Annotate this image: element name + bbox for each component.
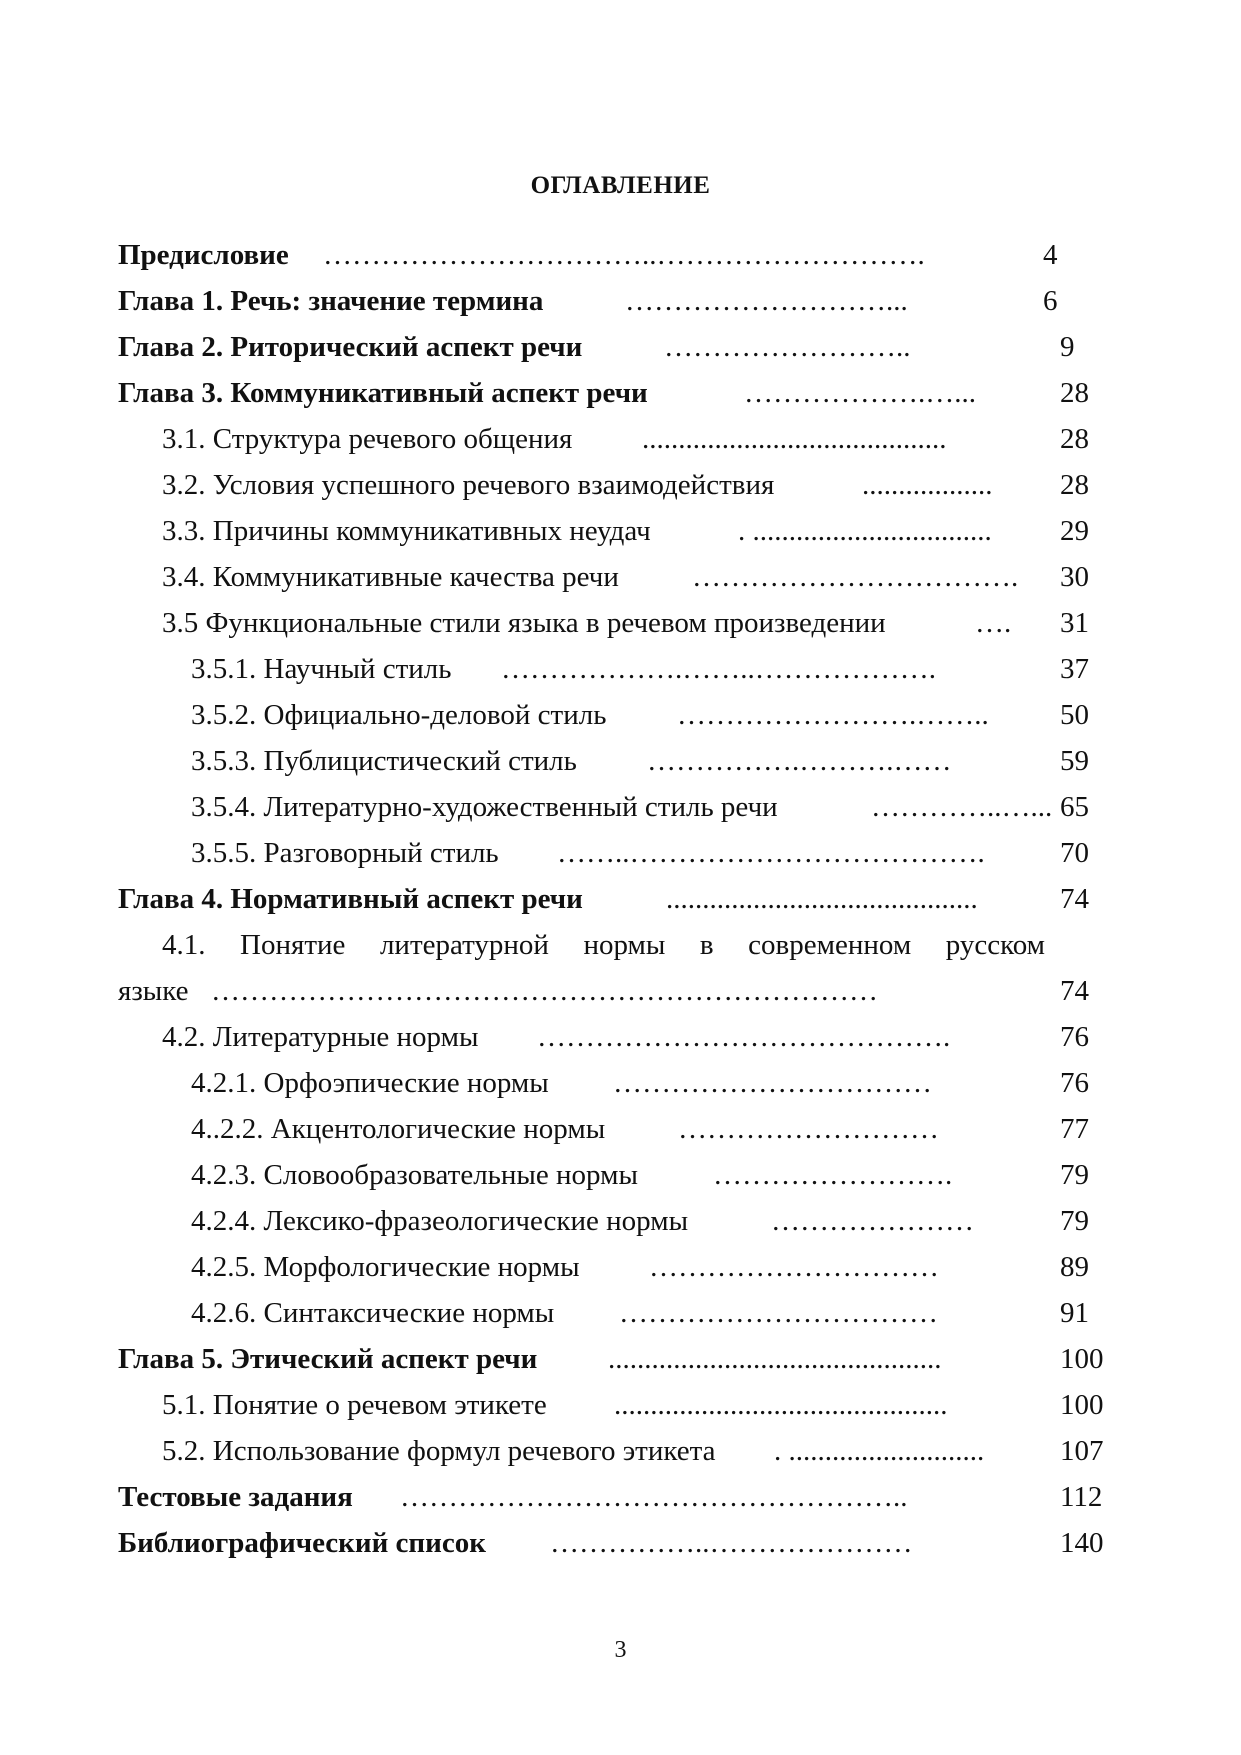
toc-entry-label: 3.3. Причины коммуникативных неудач (162, 515, 651, 547)
toc-entry-label: языке (118, 975, 189, 1007)
toc-leader: ……………………… (678, 1113, 939, 1145)
toc-leader: . ................................. (738, 515, 992, 547)
toc-entry-label: 3.5.4. Литературно-художественный стиль речи (191, 791, 778, 823)
toc-page-number: 100 (1060, 1389, 1104, 1421)
toc-entry-label: 3.5 Функциональные стили языка в речевом произведении (162, 607, 886, 639)
toc-entry-label: 4.1. Понятие литературной нормы в современном русском (162, 929, 1045, 961)
toc-entry-label: Глава 4. Нормативный аспект речи (118, 883, 583, 915)
toc-entry-label: 3.1. Структура речевого общения (162, 423, 573, 455)
toc-entry-label: 3.5.2. Официально-деловой стиль (191, 699, 607, 731)
toc-leader: ……………………………………. (537, 1021, 951, 1053)
toc-page-number: 31 (1060, 607, 1089, 639)
toc-leader: ……..………………………………. (557, 837, 985, 869)
toc-page-number: 79 (1060, 1205, 1089, 1237)
toc-leader: ……………….……..………………. (501, 653, 936, 685)
toc-entry-label: Глава 5. Этический аспект речи (118, 1343, 538, 1375)
toc-leader: ………………… (771, 1205, 974, 1237)
toc-entry-label: 4.2. Литературные нормы (162, 1021, 479, 1053)
toc-leader: …………………………………………….. (400, 1481, 908, 1513)
toc-leader: ……………………………. (692, 561, 1019, 593)
toc-page-number: 4 (1043, 239, 1058, 271)
toc-page-number: 89 (1060, 1251, 1089, 1283)
toc-entry-label: 4..2.2. Акцентологические нормы (191, 1113, 606, 1145)
toc-leader: .................. (862, 469, 993, 501)
toc-page-number: 65 (1060, 791, 1089, 823)
toc-leader: …………………………… (613, 1067, 932, 1099)
toc-leader: . ........................... (774, 1435, 985, 1467)
toc-leader: ………………………… (649, 1251, 939, 1283)
toc-entry-label: 3.2. Условия успешного речевого взаимодействия (162, 469, 775, 501)
toc-entry-label: Глава 3. Коммуникативный аспект речи (118, 377, 648, 409)
toc-leader: …………….……….…… (647, 745, 952, 777)
toc-entry-label: 3.4. Коммуникативные качества речи (162, 561, 619, 593)
toc-entry-label: 5.1. Понятие о речевом этикете (162, 1389, 547, 1421)
toc-entry-label: 4.2.3. Словообразовательные нормы (191, 1159, 638, 1191)
toc-page-number: 59 (1060, 745, 1089, 777)
toc-page-number: 76 (1060, 1067, 1089, 1099)
toc-entry-label: Предисловие (118, 239, 289, 271)
toc-page-number: 70 (1060, 837, 1089, 869)
toc-leader: .......................................... (642, 423, 947, 455)
toc-leader: …………..…... (871, 791, 1053, 823)
toc-page-number: 79 (1060, 1159, 1089, 1191)
toc-entry-label: 4.2.5. Морфологические нормы (191, 1251, 580, 1283)
toc-page-number: 37 (1060, 653, 1089, 685)
toc-page-number: 77 (1060, 1113, 1089, 1145)
toc-page-number: 29 (1060, 515, 1089, 547)
toc-page-number: 6 (1043, 285, 1058, 317)
toc-entry-label: Библиографический список (118, 1527, 486, 1559)
toc-page-number: 74 (1060, 975, 1089, 1007)
toc-entry-label: 3.5.3. Публицистический стиль (191, 745, 577, 777)
page-title: ОГЛАВЛЕНИЕ (530, 172, 711, 199)
toc-leader: …………………….…….. (677, 699, 989, 731)
toc-leader: .............................................. (608, 1343, 942, 1375)
toc-page-number: 91 (1060, 1297, 1089, 1329)
toc-leader: ……………..………………… (550, 1527, 913, 1559)
toc-page-number: 107 (1060, 1435, 1104, 1467)
toc-leader: …………………………………………………………… (211, 975, 878, 1007)
toc-page-number: 100 (1060, 1343, 1104, 1375)
toc-entry-label: 5.2. Использование формул речевого этикета (162, 1435, 716, 1467)
toc-page-number: 50 (1060, 699, 1089, 731)
toc-page-number: 140 (1060, 1527, 1104, 1559)
toc-page-number: 28 (1060, 377, 1089, 409)
toc-leader: ........................................... (666, 883, 978, 915)
toc-page-number: 28 (1060, 469, 1089, 501)
toc-entry-label: 4.2.6. Синтаксические нормы (191, 1297, 555, 1329)
toc-page-number: 76 (1060, 1021, 1089, 1053)
toc-leader: ………………………... (625, 285, 908, 317)
page-number: 3 (614, 1637, 627, 1663)
toc-leader: …………………….. (664, 331, 911, 363)
toc-entry-label: 3.5.1. Научный стиль (191, 653, 452, 685)
toc-entry-label: 3.5.5. Разговорный стиль (191, 837, 499, 869)
toc-leader: ……………….…... (744, 377, 976, 409)
toc-entry-label: Глава 2. Риторический аспект речи (118, 331, 583, 363)
toc-entry-label: 4.2.4. Лексико-фразеологические нормы (191, 1205, 689, 1237)
toc-page-number: 30 (1060, 561, 1089, 593)
toc-page-number: 9 (1060, 331, 1075, 363)
toc-leader: .............................................. (614, 1389, 948, 1421)
toc-leader: ……………………. (713, 1159, 953, 1191)
toc-entry-label: 4.2.1. Орфоэпические нормы (191, 1067, 549, 1099)
toc-page-number: 28 (1060, 423, 1089, 455)
toc-entry-label: Тестовые задания (118, 1481, 353, 1513)
toc-leader: …. (975, 607, 1012, 639)
toc-entry-label: Глава 1. Речь: значение термина (118, 285, 544, 317)
toc-leader: …………………………… (619, 1297, 938, 1329)
toc-leader: ……………………………..………………………. (323, 239, 925, 271)
toc-page-number: 112 (1060, 1481, 1103, 1513)
toc-page-number: 74 (1060, 883, 1089, 915)
